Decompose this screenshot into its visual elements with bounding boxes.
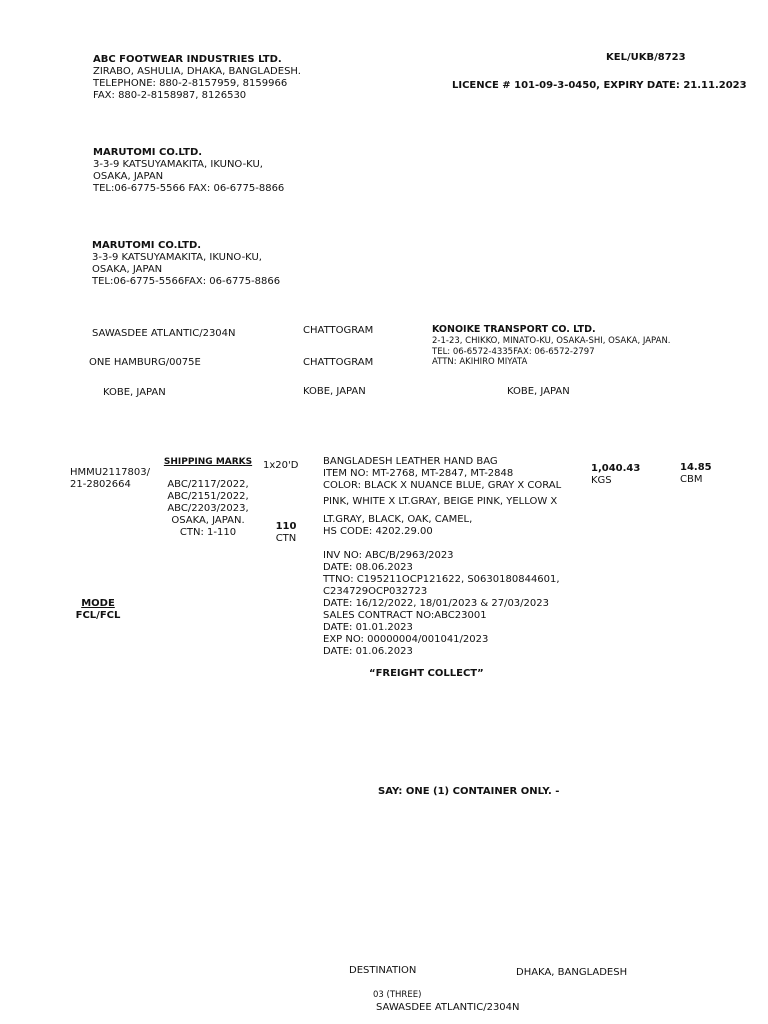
tt-number-cont: C234729OCP032723 [323,586,428,597]
footer-vessel: SAWASDEE ATLANTIC/2304N [376,1002,520,1013]
agent-address: 2-1-23, CHIKKO, MINATO-KU, OSAKA-SHI, OSAKA, JAPAN. [432,336,671,346]
port-of-discharge: KOBE, JAPAN [103,387,166,398]
notify-city: OSAKA, JAPAN [92,264,163,275]
destination-label: DESTINATION [349,965,417,976]
container-type: 1x20'D [263,460,299,471]
package-count: 110 [275,521,297,532]
description-line: LT.GRAY, BLACK, OAK, CAMEL, [323,514,473,525]
container-count-statement: SAY: ONE (1) CONTAINER ONLY. - [378,786,560,797]
final-destination: KOBE, JAPAN [507,386,570,397]
shipper-name: ABC FOOTWEAR INDUSTRIES LTD. [93,54,282,65]
notify-address: 3-3-9 KATSUYAMAKITA, IKUNO-KU, [92,252,262,263]
invoice-details [323,550,560,658]
freight-terms: “FREIGHT COLLECT” [369,668,484,679]
shipping-mark-line: ABC/2151/2022, [167,491,249,502]
place-of-delivery: KOBE, JAPAN [303,386,366,397]
sales-contract-date: DATE: 01.01.2023 [323,622,413,633]
shipper-block [93,54,301,102]
consignee-tel-fax: TEL:06-6775-5566 FAX: 06-6775-8866 [93,183,285,194]
place-of-issue: DHAKA, BANGLADESH [516,967,628,978]
shipping-mark-line: ABC/2117/2022, [167,479,249,490]
shipping-mark-line: ABC/2203/2023, [167,503,249,514]
goods-description [323,456,561,492]
feeder-vessel: SAWASDEE ATLANTIC/2304N [92,328,236,339]
exp-date: DATE: 01.06.2023 [323,646,413,657]
notify-name: MARUTOMI CO.LTD. [92,240,202,251]
port-of-loading: CHATTOGRAM [303,357,374,368]
shipping-mark-line: OSAKA, JAPAN. [171,515,245,526]
invoice-number: INV NO: ABC/B/2963/2023 [323,550,454,561]
shipping-marks-heading: SHIPPING MARKS [163,457,253,467]
exp-number: EXP NO: 00000004/001041/2023 [323,634,489,645]
mode-block [72,598,124,622]
description-line: COLOR: BLACK X NUANCE BLUE, GRAY X CORAL [323,480,562,491]
goods-description-hs [323,514,472,538]
shipping-marks-block [160,456,256,539]
gross-weight-block [591,463,640,487]
mode-value: FCL/FCL [75,610,121,621]
agent-attention: ATTN: AKIHIRO MIYATA [432,357,528,367]
delivery-agent-block [432,324,671,368]
consignee-name: MARUTOMI CO.LTD. [93,147,203,158]
container-number [70,467,150,491]
reference-number: KEL/UKB/8723 [606,52,686,63]
shipper-fax: FAX: 880-2-8158987, 8126530 [93,90,247,101]
hs-code: HS CODE: 4202.29.00 [323,526,433,537]
description-line: PINK, WHITE X LT.GRAY, BEIGE PINK, YELLOW X [323,496,558,507]
sales-contract: SALES CONTRACT NO:ABC23001 [323,610,487,621]
container-number-line: HMMU2117803/ [70,467,150,478]
agent-name: KONOIKE TRANSPORT CO. LTD. [432,324,596,335]
measurement-block [680,462,712,486]
gross-weight: 1,040.43 [591,463,641,474]
notify-tel-fax: TEL:06-6775-5566FAX: 06-6775-8866 [92,276,281,287]
port-of-receipt: CHATTOGRAM [303,325,374,336]
notify-party-block [92,240,280,288]
seal-number-line: 21-2802664 [70,479,131,490]
description-line: BANGLADESH LEATHER HAND BAG [323,456,498,467]
consignee-block [93,147,284,195]
package-count-block [270,521,302,545]
invoice-date: DATE: 08.06.2023 [323,562,413,573]
shipping-mark-line: CTN: 1-110 [179,527,237,538]
ocean-vessel: ONE HAMBURG/0075E [89,357,201,368]
goods-description-colors [323,496,557,508]
measurement-unit: CBM [680,474,703,485]
consignee-address: 3-3-9 KATSUYAMAKITA, IKUNO-KU, [93,159,263,170]
tt-dates: DATE: 16/12/2022, 18/01/2023 & 27/03/2023 [323,598,549,609]
licence-info: LICENCE # 101-09-3-0450, EXPIRY DATE: 21.11.2023 [452,80,747,91]
description-line: ITEM NO: MT-2768, MT-2847, MT-2848 [323,468,514,479]
number-of-originals: 03 (THREE) [373,990,422,1000]
agent-tel-fax: TEL: 06-6572-4335FAX: 06-6572-2797 [432,346,595,357]
consignee-city: OSAKA, JAPAN [93,171,164,182]
tt-number: TTNO: C195211OCP121622, S0630180844601, [323,574,560,585]
gross-weight-unit: KGS [591,475,612,486]
package-unit: CTN [275,533,297,544]
measurement: 14.85 [680,462,712,473]
shipper-address: ZIRABO, ASHULIA, DHAKA, BANGLADESH. [93,66,301,77]
mode-heading: MODE [81,598,115,609]
shipper-telephone: TELEPHONE: 880-2-8157959, 8159966 [93,78,288,89]
